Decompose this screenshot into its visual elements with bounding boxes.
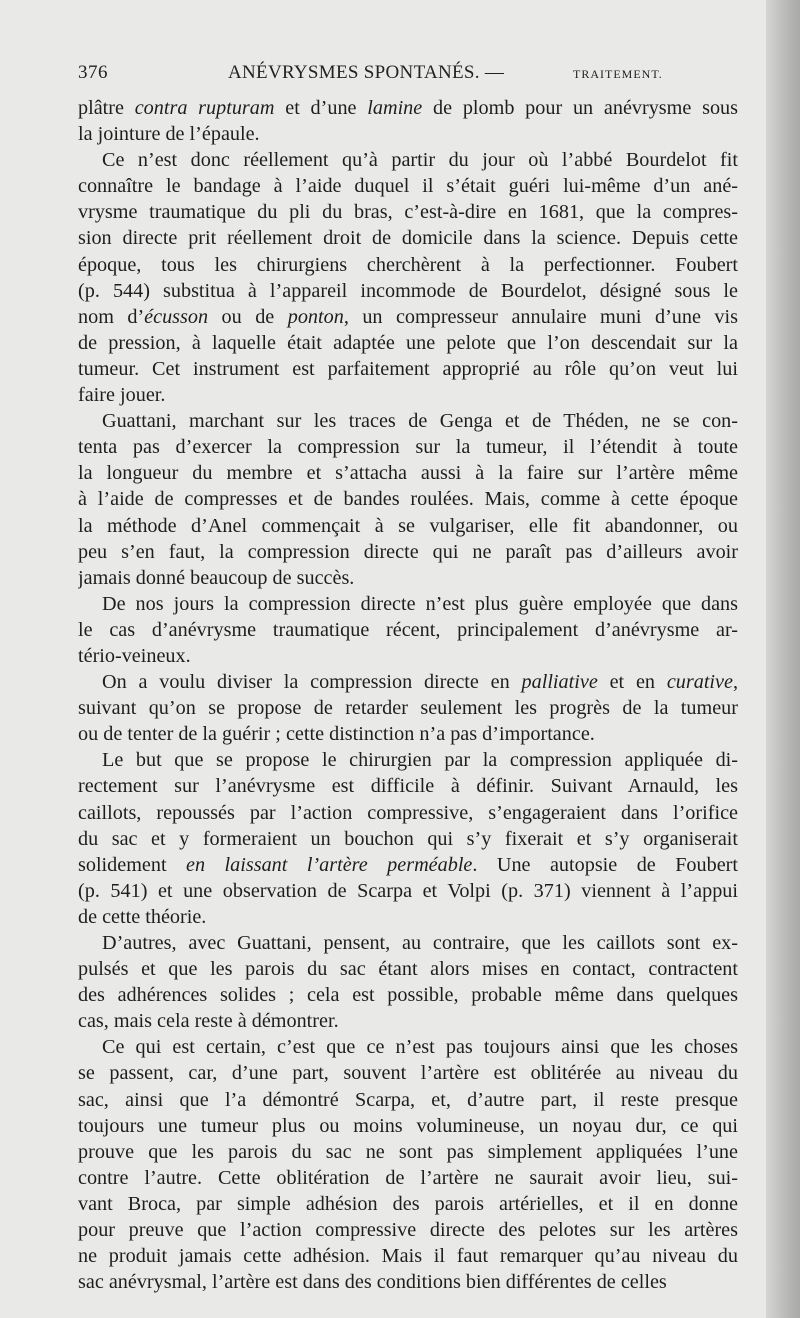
text-line xyxy=(78,121,738,147)
text-segment: époque, tous les chirurgiens cherchèrent à la perfectionner. Foubert xyxy=(78,253,738,276)
text-line xyxy=(78,1087,738,1113)
text-segment: ou de tenter de la guérir ; cette distinction n’a pas d’importance. xyxy=(78,723,595,746)
text-line xyxy=(78,904,738,930)
italic-text: en laissant l’artère perméable xyxy=(186,853,473,876)
text-line xyxy=(78,747,738,773)
paragraph xyxy=(78,747,738,930)
text-segment: Ce n’est donc réellement qu’à partir du jour où l’abbé Bourdelot fit xyxy=(102,149,738,172)
body-text xyxy=(78,95,738,1295)
paragraph xyxy=(78,147,738,408)
text-line xyxy=(78,382,738,408)
running-title-text: ANÉVRYSMES SPONTANÉS. xyxy=(228,62,480,83)
text-segment: se passent, car, d’une part, souvent l’artère est oblitérée au niveau du xyxy=(78,1062,738,1085)
text-segment: de pression, à laquelle était adaptée une pelote que l’on descendait sur la xyxy=(78,331,738,354)
text-segment: nom d’ xyxy=(78,305,145,328)
text-segment: toujours une tumeur plus ou moins volumineuse, un noyau dur, ce qui xyxy=(78,1114,738,1137)
text-line xyxy=(78,773,738,799)
text-segment: suivant qu’on se propose de retarder seulement les progrès de la tumeur xyxy=(78,697,738,720)
text-segment: jamais donné beaucoup de succès. xyxy=(78,566,355,589)
text-line xyxy=(78,1034,738,1060)
text-segment: de cette théorie. xyxy=(78,905,207,928)
text-segment: . Une autopsie de Foubert xyxy=(472,853,738,876)
text-segment: sac anévrysmal, l’artère est dans des conditions bien différentes de celles xyxy=(78,1271,667,1294)
page-number: 376 xyxy=(78,62,108,83)
text-line xyxy=(78,330,738,356)
text-line xyxy=(78,800,738,826)
text-line xyxy=(78,486,738,512)
text-segment: des adhérences solides ; cela est possible, probable même dans quelques xyxy=(78,984,738,1007)
text-line xyxy=(78,1269,738,1295)
text-line xyxy=(78,565,738,591)
italic-text: ponton xyxy=(287,305,344,328)
paragraph xyxy=(78,408,738,591)
text-segment: Guattani, marchant sur les traces de Genga et de Théden, ne se con- xyxy=(102,410,738,433)
text-segment: On a voulu diviser la compression directe en xyxy=(102,671,522,694)
text-segment: , xyxy=(732,671,738,694)
text-line xyxy=(78,1217,738,1243)
text-segment: vrysme traumatique du pli du bras, c’est-à-dire en 1681, que la compres- xyxy=(78,201,738,224)
text-line xyxy=(78,591,738,617)
running-header xyxy=(78,60,738,90)
text-segment: contre l’autre. Cette oblitération de l’artère ne saurait avoir lieu, sui- xyxy=(78,1166,738,1189)
text-segment: la jointure de l’épaule. xyxy=(78,123,260,146)
text-segment: (p. 541) et une observation de Scarpa et Volpi (p. 371) viennent à l’appui xyxy=(78,879,738,902)
page-edge-shadow xyxy=(766,0,800,1318)
text-line xyxy=(78,1165,738,1191)
text-segment: à l’aide de compresses et de bandes roulées. Mais, comme à cette époque xyxy=(78,488,738,511)
text-segment: peu s’en faut, la compression directe qui ne paraît pas d’ailleurs avoir xyxy=(78,540,738,563)
italic-text: écusson xyxy=(144,305,209,328)
text-line xyxy=(78,1191,738,1217)
text-line xyxy=(78,982,738,1008)
text-line xyxy=(78,173,738,199)
text-segment: Ce qui est certain, c’est que ce n’est pas toujours ainsi que les choses xyxy=(102,1036,738,1059)
text-segment: faire jouer. xyxy=(78,384,166,407)
text-line xyxy=(78,930,738,956)
text-segment: la longueur du membre et s’attacha aussi à la faire sur l’artère même xyxy=(78,462,738,485)
text-line xyxy=(78,278,738,304)
text-line xyxy=(78,695,738,721)
text-line xyxy=(78,147,738,173)
paragraph xyxy=(78,591,738,669)
text-segment: D’autres, avec Guattani, pensent, au contraire, que les caillots sont ex- xyxy=(102,932,738,954)
text-line xyxy=(78,1113,738,1139)
text-line xyxy=(78,95,738,121)
text-line xyxy=(78,956,738,982)
text-segment: tério-veineux. xyxy=(78,644,191,667)
italic-text: contra rupturam xyxy=(134,97,275,119)
italic-text: curative xyxy=(666,671,733,694)
text-line xyxy=(78,356,738,382)
text-line xyxy=(78,225,738,251)
text-line xyxy=(78,199,738,225)
text-segment: de plomb pour un anévrysme sous xyxy=(422,97,738,119)
text-line xyxy=(78,408,738,434)
text-segment: pulsés et que les parois du sac étant alors mises en contact, contractent xyxy=(78,958,738,981)
text-line xyxy=(78,643,738,669)
paragraph xyxy=(78,669,738,747)
text-segment: ne produit jamais cette adhésion. Mais il faut remarquer qu’au niveau du xyxy=(78,1245,738,1268)
text-line xyxy=(78,852,738,878)
text-line xyxy=(78,1060,738,1086)
text-segment: et d’une xyxy=(274,97,368,119)
text-segment: connaître le bandage à l’aide duquel il s’était guéri lui-même d’un ané- xyxy=(78,175,738,198)
text-segment: , un compresseur annulaire muni d’une vis xyxy=(343,305,738,328)
text-segment: cas, mais cela reste à démontrer. xyxy=(78,1010,339,1033)
text-line xyxy=(78,826,738,852)
text-segment: vant Broca, par simple adhésion des parois artérielles, et il en donne xyxy=(78,1192,738,1215)
paragraph xyxy=(78,1034,738,1295)
text-line xyxy=(78,1243,738,1269)
text-segment: le cas d’anévrysme traumatique récent, principalement d’anévrysme ar- xyxy=(78,618,738,641)
italic-text: palliative xyxy=(521,671,598,694)
text-segment: la méthode d’Anel commençait à se vulgariser, elle fit abandonner, ou xyxy=(78,514,738,537)
text-line xyxy=(78,252,738,278)
text-line xyxy=(78,617,738,643)
text-segment: ou de xyxy=(208,305,288,328)
text-segment: tenta pas d’exercer la compression sur la tumeur, il l’étendit à toute xyxy=(78,436,738,459)
text-segment: sac, ainsi que l’a démontré Scarpa, et, d’autre part, il reste presque xyxy=(78,1088,738,1111)
text-segment: (p. 544) substitua à l’appareil incommode de Bourdelot, désigné sous le xyxy=(78,279,738,302)
text-line xyxy=(78,878,738,904)
text-line xyxy=(78,434,738,460)
italic-text: lamine xyxy=(367,97,423,119)
text-line xyxy=(78,460,738,486)
paragraph xyxy=(78,930,738,1034)
paragraph xyxy=(78,95,738,147)
text-line xyxy=(78,721,738,747)
text-line xyxy=(78,669,738,695)
text-line xyxy=(78,1139,738,1165)
running-subtitle: TRAITEMENT. xyxy=(573,67,663,81)
text-segment: pour preuve que l’action compressive directe des pelotes sur les artères xyxy=(78,1219,738,1242)
text-segment: rectement sur l’anévrysme est difficile à définir. Suivant Arnauld, les xyxy=(78,775,738,798)
text-segment: plâtre xyxy=(78,97,135,119)
text-segment: solidement xyxy=(78,853,187,876)
text-line xyxy=(78,539,738,565)
text-segment: prouve que les parois du sac ne sont pas simplement appliquées l’une xyxy=(78,1140,738,1163)
running-title xyxy=(228,62,504,84)
text-segment: et en xyxy=(597,671,667,694)
text-line xyxy=(78,1008,738,1034)
title-separator: — xyxy=(484,62,505,83)
text-segment: Le but que se propose le chirurgien par la compression appliquée di- xyxy=(102,749,738,772)
text-segment: du sac et y formeraient un bouchon qui s’y fixerait et s’y organiserait xyxy=(78,827,738,850)
text-line xyxy=(78,304,738,330)
text-segment: sion directe prit réellement droit de domicile dans la science. Depuis cette xyxy=(78,227,738,250)
text-line xyxy=(78,513,738,539)
text-segment: tumeur. Cet instrument est parfaitement approprié au rôle qu’on veut lui xyxy=(78,357,738,380)
text-segment: De nos jours la compression directe n’est plus guère employée que dans xyxy=(102,592,738,615)
text-segment: caillots, repoussés par l’action compressive, s’engageraient dans l’orifice xyxy=(78,801,738,824)
